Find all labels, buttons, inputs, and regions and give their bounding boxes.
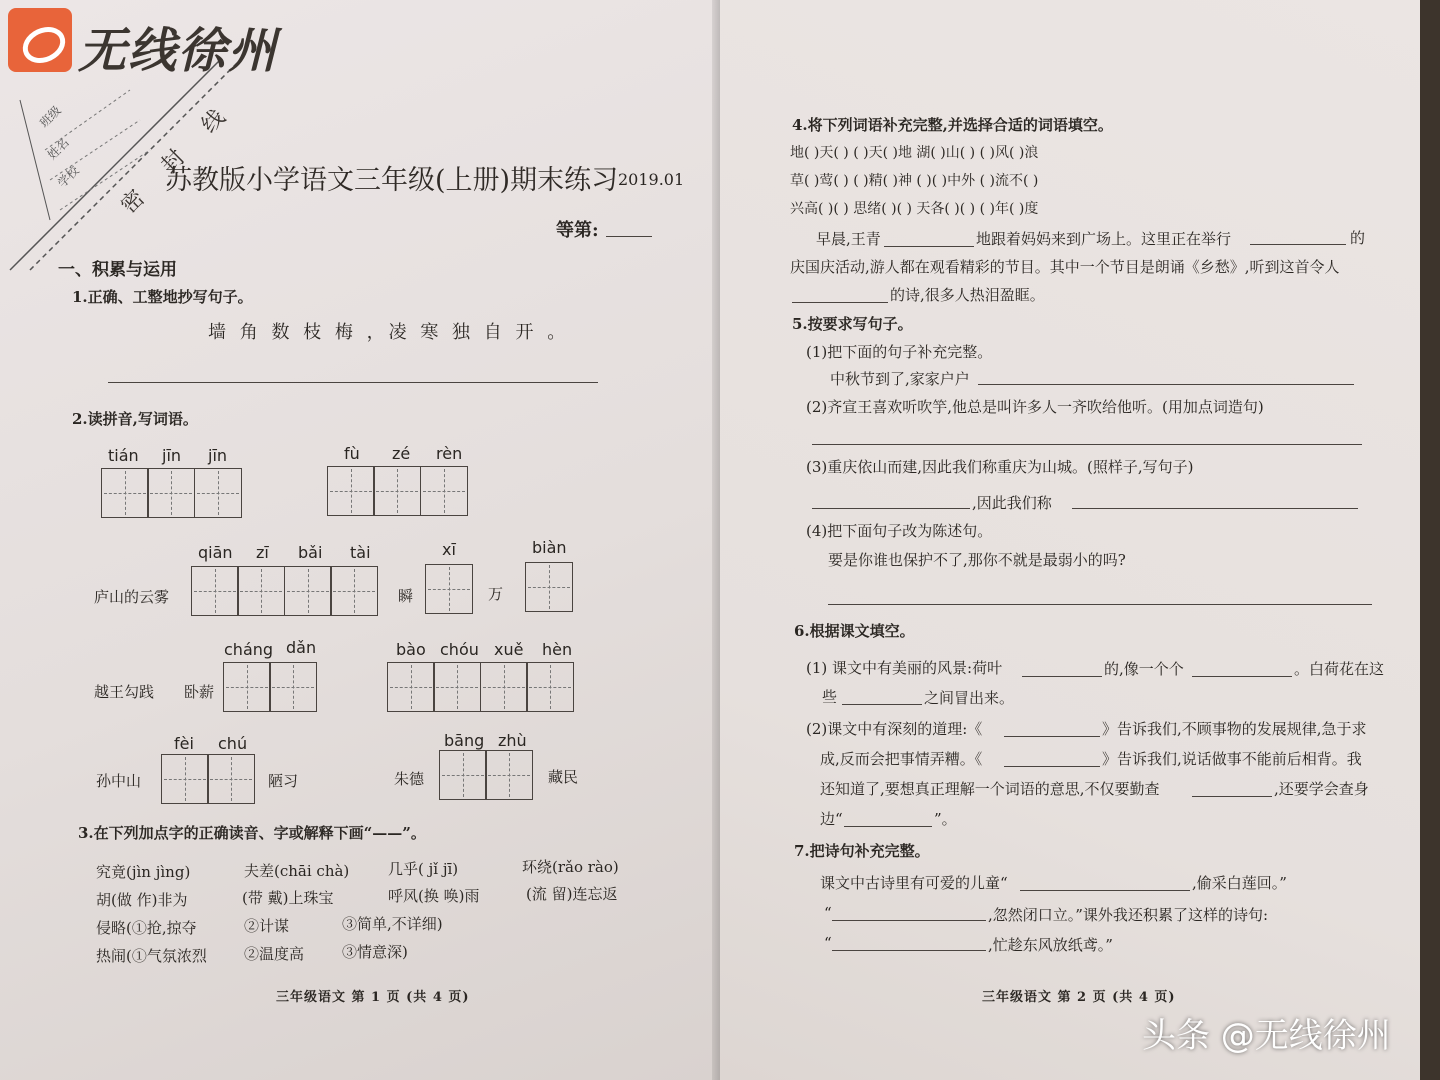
pinyin: rèn <box>436 444 463 463</box>
q4-prompt: 4.将下列词语补充完整,并选择合适的词语填空。 <box>792 116 1113 134</box>
q3-item: 环绕(rǎo rào) <box>522 858 619 876</box>
fill-blank[interactable] <box>792 302 888 303</box>
pinyin: bào <box>396 640 426 659</box>
q4-row: 兴高( )( ) 思绪( )( ) 天各( )( ) ( )年( )度 <box>790 201 1039 217</box>
grade-label: 等第: <box>556 220 599 241</box>
q3-item: ③情意深) <box>342 943 408 961</box>
q6-text: 边“ <box>820 810 843 828</box>
background-edge <box>1420 0 1440 1080</box>
q3-item: 侵略(①抢,掠夺 <box>96 919 197 937</box>
pinyin: cháng <box>224 640 274 659</box>
q3-item: 几乎( jǐ jī) <box>388 860 459 878</box>
answer-line[interactable] <box>828 604 1372 605</box>
q5-prompt: 5.按要求写句子。 <box>792 315 913 333</box>
tianzige-box[interactable] <box>284 566 332 616</box>
pinyin: bāng <box>444 731 485 750</box>
tianzige-group <box>162 754 255 804</box>
q4-text: 早晨,王青 <box>816 230 881 248</box>
tianzige-box[interactable] <box>237 566 285 616</box>
pinyin: fèi <box>174 734 194 753</box>
fill-blank[interactable] <box>1192 676 1292 677</box>
q3-item: ②温度高 <box>244 945 305 963</box>
tianzige-group <box>192 566 378 616</box>
tianzige-box[interactable] <box>525 562 573 612</box>
tianzige-group <box>526 562 573 612</box>
page-footer: 三年级语文 第 2 页 (共 4 页) <box>982 990 1176 1005</box>
exam-title: 苏教版小学语文三年级(上册)期末练习 <box>165 165 619 196</box>
pinyin: fù <box>344 444 360 463</box>
tianzige-box[interactable] <box>373 466 421 516</box>
q4-row: 草( )莺( ) ( )精( )神 ( )( )中外 ( )流不( ) <box>790 173 1039 189</box>
answer-line[interactable] <box>812 508 970 509</box>
q3-item: 热闹(①气氛浓烈 <box>96 947 207 965</box>
q3-item: ③简单,不详细) <box>342 915 443 933</box>
q6-prompt: 6.根据课文填空。 <box>794 622 915 640</box>
q5-text: 要是你谁也保护不了,那你不就是最弱小的吗? <box>828 551 1126 569</box>
tianzige-group <box>440 750 533 800</box>
section-title: 一、积累与运用 <box>58 260 177 280</box>
tianzige-box[interactable] <box>485 750 533 800</box>
seal-label-school: 学校 <box>54 163 82 191</box>
row-label: 卧薪 <box>184 683 215 701</box>
q7-prompt: 7.把诗句补充完整。 <box>794 842 930 860</box>
seal-label-name: 姓名 <box>44 135 72 163</box>
q6-text: (1) 课文中有美丽的风景:荷叶 <box>806 659 1003 677</box>
q7-text: 课文中古诗里有可爱的儿童“ <box>820 874 1008 892</box>
pinyin: jīn <box>208 446 228 465</box>
pinyin: qiān <box>198 543 233 562</box>
row-label: 越王勾践 <box>94 683 155 701</box>
q5-sub: (2)齐宣王喜欢听吹竽,他总是叫许多人一齐吹给他听。(用加点词造句) <box>806 398 1264 416</box>
seal-label-class: 班级 <box>36 103 64 131</box>
pinyin: tài <box>350 543 371 562</box>
tianzige-box[interactable] <box>147 468 195 518</box>
tianzige-group <box>426 564 473 614</box>
q4-text: 的诗,很多人热泪盈眶。 <box>890 286 1045 304</box>
q6-text: ”。 <box>934 810 957 828</box>
fill-blank[interactable] <box>1004 736 1100 737</box>
fill-blank[interactable] <box>832 950 986 951</box>
q1-answer-line[interactable] <box>108 382 598 383</box>
q3-item: 胡(做 作)非为 <box>96 891 188 909</box>
grade-blank[interactable] <box>606 236 652 237</box>
fill-blank[interactable] <box>844 826 932 827</box>
q6-text: 的,像一个个 <box>1104 660 1184 678</box>
fill-blank[interactable] <box>1004 766 1100 767</box>
q3-item: 夫差(chāi chà) <box>244 862 350 880</box>
fill-blank[interactable] <box>832 920 986 921</box>
fill-blank[interactable] <box>842 704 922 705</box>
q7-text: “ <box>824 904 832 922</box>
q6-text: 之间冒出来。 <box>924 689 1015 707</box>
pinyin: biàn <box>532 538 567 557</box>
q5-sub: (1)把下面的句子补充完整。 <box>806 343 993 361</box>
q5-sub: (3)重庆依山而建,因此我们称重庆为山城。(照样子,写句子) <box>806 458 1194 476</box>
q5-sub: (4)把下面句子改为陈述句。 <box>806 522 993 540</box>
tianzige-box[interactable] <box>387 662 435 712</box>
tianzige-group <box>328 466 468 516</box>
brand-logo-icon <box>8 8 72 72</box>
q5-text: ,因此我们称 <box>972 494 1052 512</box>
exam-date: 2019.01 <box>618 170 685 189</box>
answer-line[interactable] <box>1072 508 1358 509</box>
q7-text: ,偷采白莲回。” <box>1192 874 1287 892</box>
q3-item: (流 留)连忘返 <box>526 885 618 903</box>
q6-text: 成,反而会把事情弄糟。《 <box>820 750 983 768</box>
pinyin: xī <box>442 540 456 559</box>
pinyin: zī <box>256 543 269 562</box>
pinyin: hèn <box>542 640 573 659</box>
q7-text: “ <box>824 934 832 952</box>
tianzige-box[interactable] <box>223 662 271 712</box>
q6-text: (2)课文中有深刻的道理:《 <box>806 720 983 738</box>
watermark-text: 头条 @无线徐州 <box>1142 1016 1391 1056</box>
q1-prompt: 1.正确、工整地抄写句子。 <box>72 288 253 306</box>
row-label: 万 <box>488 585 504 603</box>
tianzige-box[interactable] <box>526 662 574 712</box>
q6-text: ,还要学会查身 <box>1274 780 1369 798</box>
q4-text: 庆国庆活动,游人都在观看精彩的节目。其中一个节目是朗诵《乡愁》,听到这首令人 <box>790 258 1340 276</box>
tianzige-group <box>388 662 574 712</box>
exam-page-2 <box>720 0 1420 1080</box>
seal-title: 密 封 线 <box>116 95 241 219</box>
tianzige-box[interactable] <box>330 566 378 616</box>
pinyin: zé <box>392 444 411 463</box>
fill-blank[interactable] <box>1020 890 1190 891</box>
tianzige-box[interactable] <box>420 466 468 516</box>
q4-row: 地( )天( ) ( )天( )地 湖( )山( ) ( )风( )浪 <box>790 145 1039 161</box>
tianzige-box[interactable] <box>439 750 487 800</box>
pinyin: zhù <box>498 731 527 750</box>
tianzige-box[interactable] <box>269 662 317 712</box>
row-label: 陋习 <box>268 772 299 790</box>
pinyin: chú <box>218 734 248 753</box>
q3-item: ②计谋 <box>244 917 290 935</box>
q4-text: 的 <box>1350 229 1366 247</box>
q6-text: 》告诉我们,说话做事不能前后相背。我 <box>1102 750 1362 768</box>
tianzige-group <box>224 662 317 712</box>
row-label: 瞬 <box>398 587 414 605</box>
brand-logo-text: 无线徐州 <box>78 23 279 79</box>
tianzige-box[interactable] <box>327 466 375 516</box>
tianzige-box[interactable] <box>425 564 473 614</box>
pinyin: bǎi <box>298 543 323 562</box>
q2-prompt: 2.读拼音,写词语。 <box>72 410 198 428</box>
fill-blank[interactable] <box>884 246 974 247</box>
page-footer: 三年级语文 第 1 页 (共 4 页) <box>276 990 470 1005</box>
tianzige-box[interactable] <box>194 468 242 518</box>
q3-item: (带 戴)上珠宝 <box>242 889 334 907</box>
pinyin: dǎn <box>286 638 317 657</box>
fill-blank[interactable] <box>1192 796 1272 797</box>
q5-text: 中秋节到了,家家户户 <box>830 370 970 388</box>
tianzige-box[interactable] <box>191 566 239 616</box>
row-label: 藏民 <box>548 768 579 786</box>
q6-text: 》告诉我们,不顾事物的发展规律,急于求 <box>1102 720 1367 738</box>
q3-prompt: 3.在下列加点字的正确读音、字或解释下画“——”。 <box>78 824 426 842</box>
tianzige-box[interactable] <box>433 662 481 712</box>
q6-text: 还知道了,要想真正理解一个词语的意思,不仅要勤查 <box>820 780 1160 798</box>
row-label: 孙中山 <box>96 772 142 790</box>
tianzige-group <box>102 468 242 518</box>
tianzige-box[interactable] <box>480 662 528 712</box>
pinyin: xuě <box>494 640 524 659</box>
answer-line[interactable] <box>978 384 1354 385</box>
pinyin: tián <box>108 446 139 465</box>
q6-text: 。白荷花在这 <box>1294 660 1385 678</box>
tianzige-box[interactable] <box>101 468 149 518</box>
pinyin: chóu <box>440 640 479 659</box>
q4-text: 地跟着妈妈来到广场上。这里正在举行 <box>976 230 1232 248</box>
tianzige-box[interactable] <box>161 754 209 804</box>
tianzige-box[interactable] <box>207 754 255 804</box>
answer-line[interactable] <box>812 444 1362 445</box>
q3-item: 呼风(换 唤)雨 <box>388 887 480 905</box>
pinyin: jīn <box>162 446 182 465</box>
q3-item: 究竟(jìn jìng) <box>96 863 191 881</box>
row-label: 庐山的云雾 <box>94 588 170 606</box>
fill-blank[interactable] <box>1250 244 1346 245</box>
q7-text: ,忙趁东风放纸鸢。” <box>988 936 1113 954</box>
q1-sentence: 墙 角 数 枝 梅 ，凌 寒 独 自 开 。 <box>208 322 570 343</box>
q6-text: 些 <box>822 688 838 706</box>
fill-blank[interactable] <box>1022 676 1102 677</box>
q7-text: ,忽然闭口立。”课外我还积累了这样的诗句: <box>988 906 1268 924</box>
row-label: 朱德 <box>394 770 425 788</box>
